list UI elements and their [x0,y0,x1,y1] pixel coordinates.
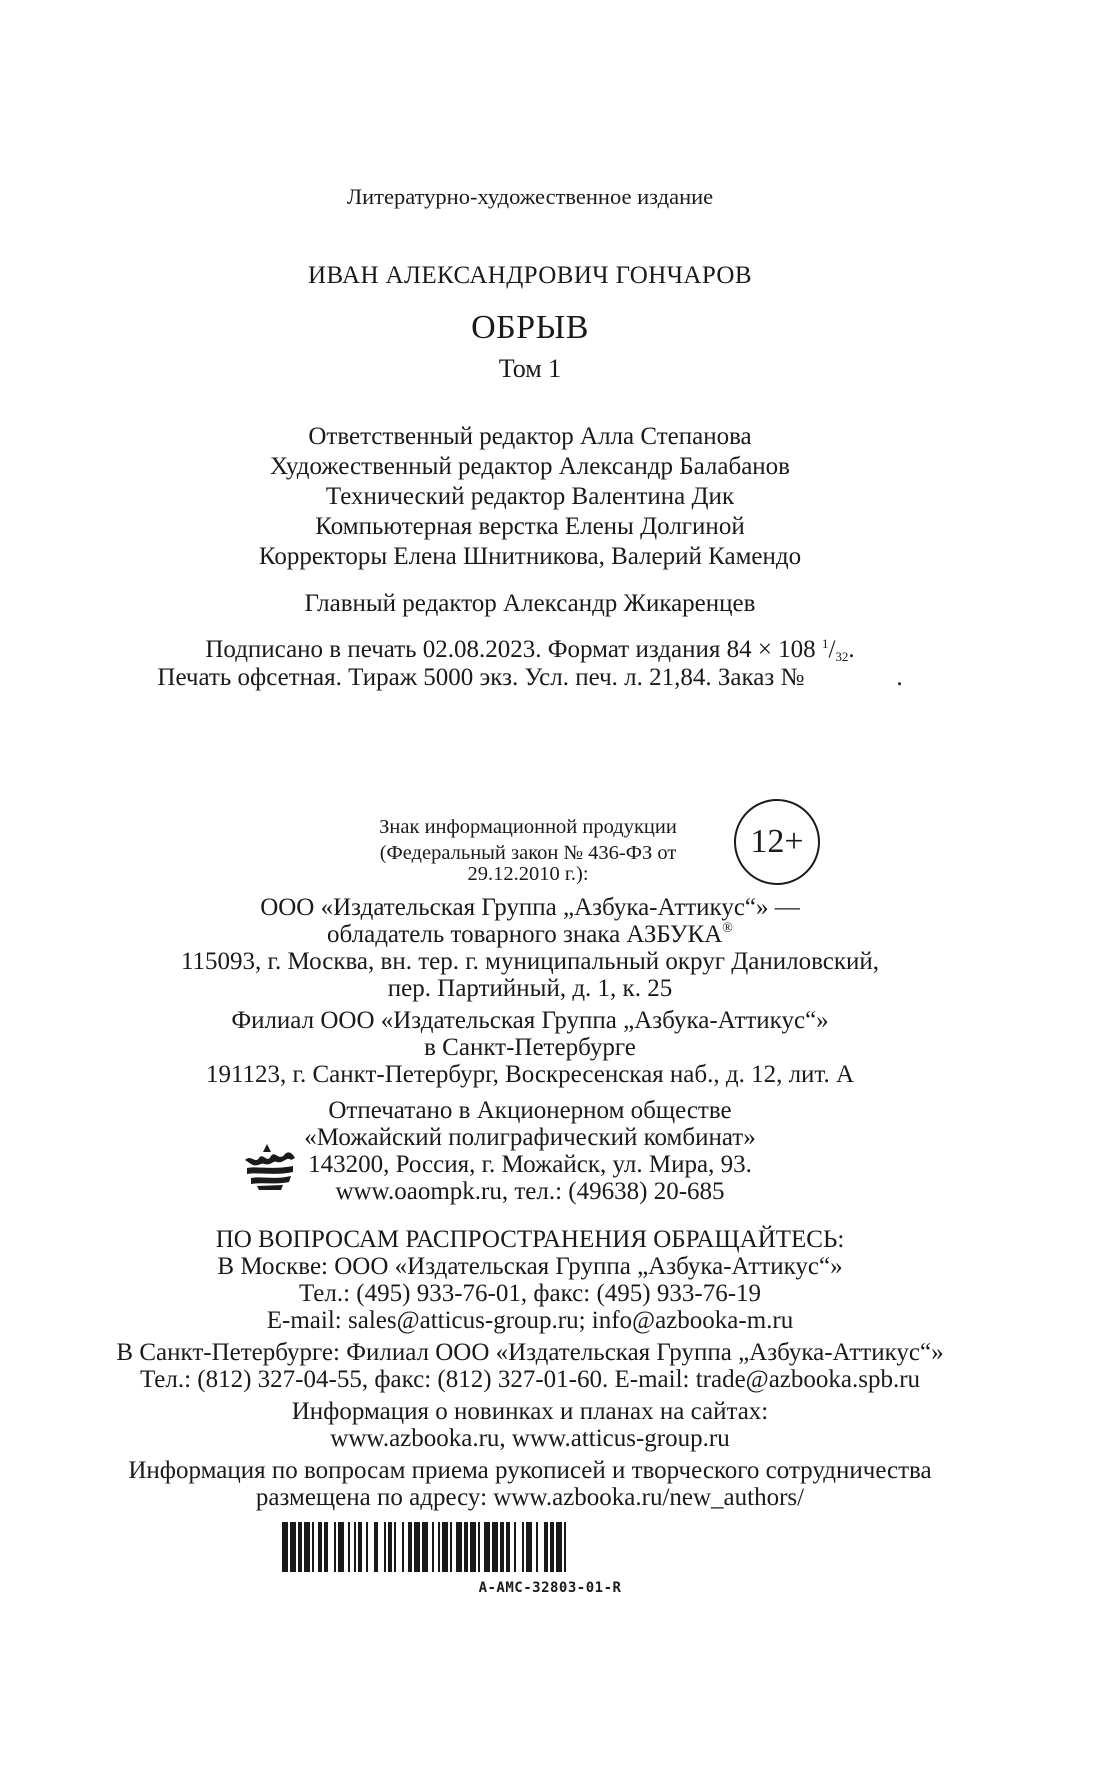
distribution-spb-contacts: Тел.: (812) 327-04-55, факс: (812) 327-01-60. E-mail: trade@azbooka.spb.ru [139,1366,921,1393]
news-info: Информация о новинках и планах на сайтах: [291,1398,769,1425]
printer-line: Отпечатано в Акционерном обществе [328,1097,732,1124]
distribution-spb: В Санкт-Петербурге: Филиал ООО «Издательская Группа „Азбука-Аттикус“» [116,1339,944,1366]
author-name: ИВАН АЛЕКСАНДРОВИЧ ГОНЧАРОВ [308,262,752,289]
chief-editor: Главный редактор Александр Жикаренцев [304,590,756,617]
volume-number: Том 1 [498,354,562,383]
publisher-name: ООО «Издательская Группа „Азбука-Аттикус“» — [260,894,800,921]
age-rating-badge: 12+ [734,799,820,885]
credit-line: Корректоры Елена Шнитникова, Валерий Камендо [258,543,802,570]
publisher-address: 115093, г. Москва, вн. тер. г. муниципальный округ Даниловский, [180,948,879,975]
registered-mark: ® [722,921,733,936]
age-sign-label: Знак информационной продукции [379,816,677,838]
print-run-line: Печать офсетная. Тираж 5000 экз. Усл. печ. л. 21,84. Заказ № . [157,664,903,691]
branch-address: 191123, г. Санкт-Петербург, Воскресенская наб., д. 12, лит. А [205,1061,855,1088]
news-sites: www.azbooka.ru, www.atticus-group.ru [330,1425,730,1452]
mozhaysk-printer-logo-icon [243,1142,297,1192]
distribution-moscow-phones: Тел.: (495) 933-76-01, факс: (495) 933-76-19 [298,1280,762,1307]
publisher-trademark-line: обладатель товарного знака АЗБУКА® [327,921,733,948]
barcode-number: A-AMC-32803-01-R [478,1580,622,1596]
edition-type: Литературно-художественное издание [346,184,714,209]
printer-address: 143200, Россия, г. Можайск, ул. Мира, 93. [308,1151,752,1178]
manuscripts-info: Информация по вопросам приема рукописей и творческого сотрудничества [128,1457,932,1484]
age-sign-law: (Федеральный закон № 436-ФЗ от 29.12.2010 г.): [379,842,677,885]
branch-city: в Санкт-Петербурге [424,1034,636,1061]
signed-for-print: Подписано в печать 02.08.2023. Формат издания 84 × 108 $^1$/32. [205,636,855,664]
credit-line: Ответственный редактор Алла Степанова [308,423,752,450]
barcode-gap [566,1522,570,1572]
credit-line: Художественный редактор Александр Балабанов [270,453,790,480]
manuscripts-address: размещена по адресу: www.azbooka.ru/new_authors/ [255,1484,805,1511]
publisher-address-2: пер. Партийный, д. 1, к. 25 [387,975,673,1002]
branch-name: Филиал ООО «Издательская Группа „Азбука-Аттикус“» [231,1007,829,1034]
barcode [282,1522,726,1572]
distribution-heading: ПО ВОПРОСАМ РАСПРОСТРАНЕНИЯ ОБРАЩАЙТЕСЬ: [215,1226,845,1253]
printer-name: «Можайский полиграфический комбинат» [304,1124,756,1151]
book-title: ОБРЫВ [471,309,589,346]
distribution-moscow: В Москве: ООО «Издательская Группа „Азбука-Аттикус“» [217,1253,843,1280]
credit-line: Технический редактор Валентина Дик [325,483,735,510]
distribution-moscow-email: E-mail: sales@atticus-group.ru; info@azbooka-m.ru [266,1307,794,1334]
credit-line: Компьютерная верстка Елены Долгиной [315,513,745,540]
printer-contacts: www.oaompk.ru, тел.: (49638) 20-685 [335,1178,725,1205]
